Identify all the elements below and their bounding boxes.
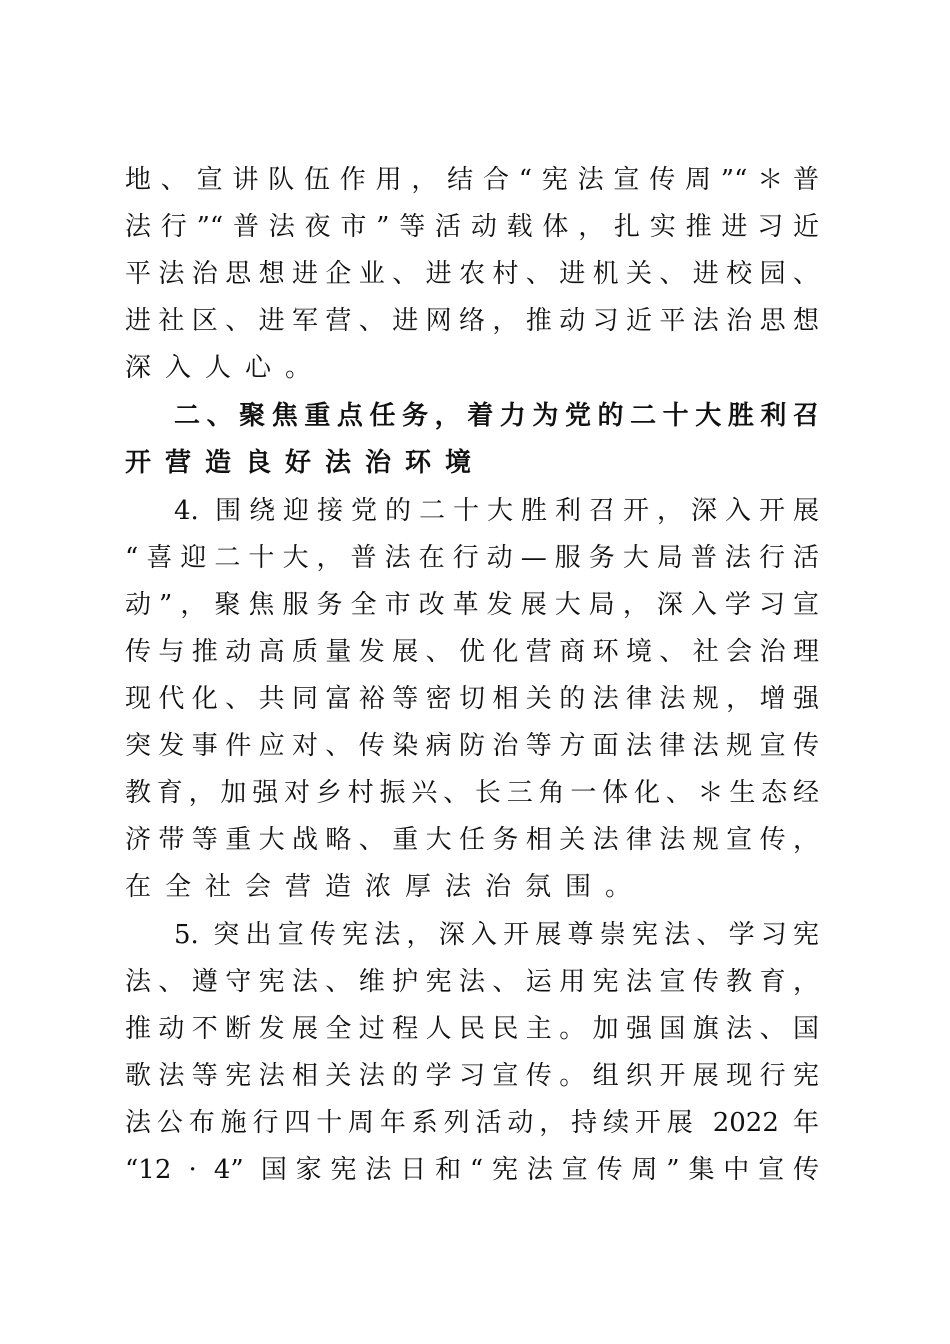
item-5-line-6: “12 · 4” 国家宪法日和“宪法宣传周”集中宣传: [125, 1155, 819, 1185]
item-4-line-8: 济带等重大战略、重大任务相关法律法规宣传，: [125, 825, 819, 855]
section-heading-line-2: 开营造良好法治环境: [125, 448, 486, 478]
item-4-line-1: 4. 围绕迎接党的二十大胜利召开，深入开展: [174, 496, 819, 526]
item-5-line-2: 法、遵守宪法、维护宪法、运用宪法宣传教育，: [125, 967, 819, 997]
paragraph-1-line-4: 进社区、进军营、进网络，推动习近平法治思想: [125, 306, 819, 336]
item-4-line-9: 在全社会营造浓厚法治氛围。: [125, 872, 646, 902]
item-4-line-6: 突发事件应对、传染病防治等方面法律法规宣传: [125, 731, 819, 761]
section-heading-line-1: 二、聚焦重点任务，着力为党的二十大胜利召: [174, 401, 819, 431]
item-5-line-3: 推动不断发展全过程人民民主。加强国旗法、国: [125, 1014, 819, 1044]
paragraph-1-line-1: 地、宣讲队伍作用，结合“宪法宣传周”“＊普: [125, 165, 819, 195]
item-4-line-4: 传与推动高质量发展、优化营商环境、社会治理: [125, 637, 819, 667]
item-4-line-2: “喜迎二十大，普法在行动—服务大局普法行活: [125, 543, 819, 573]
item-5-line-1: 5. 突出宣传宪法，深入开展尊崇宪法、学习宪: [174, 920, 819, 950]
item-4-line-5: 现代化、共同富裕等密切相关的法律法规，增强: [125, 684, 819, 714]
paragraph-1-line-2: 法行”“普法夜市”等活动载体，扎实推进习近: [125, 212, 819, 242]
item-4-line-3: 动”，聚焦服务全市改革发展大局，深入学习宣: [125, 590, 819, 620]
item-4-line-7: 教育，加强对乡村振兴、长三角一体化、＊生态经: [125, 778, 819, 808]
item-5-line-4: 歌法等宪法相关法的学习宣传。组织开展现行宪: [125, 1061, 819, 1091]
paragraph-1-line-3: 平法治思想进企业、进农村、进机关、进校园、: [125, 259, 819, 289]
paragraph-1-line-5: 深入人心。: [125, 353, 326, 383]
item-5-line-5: 法公布施行四十周年系列活动，持续开展 2022 年: [125, 1108, 819, 1138]
